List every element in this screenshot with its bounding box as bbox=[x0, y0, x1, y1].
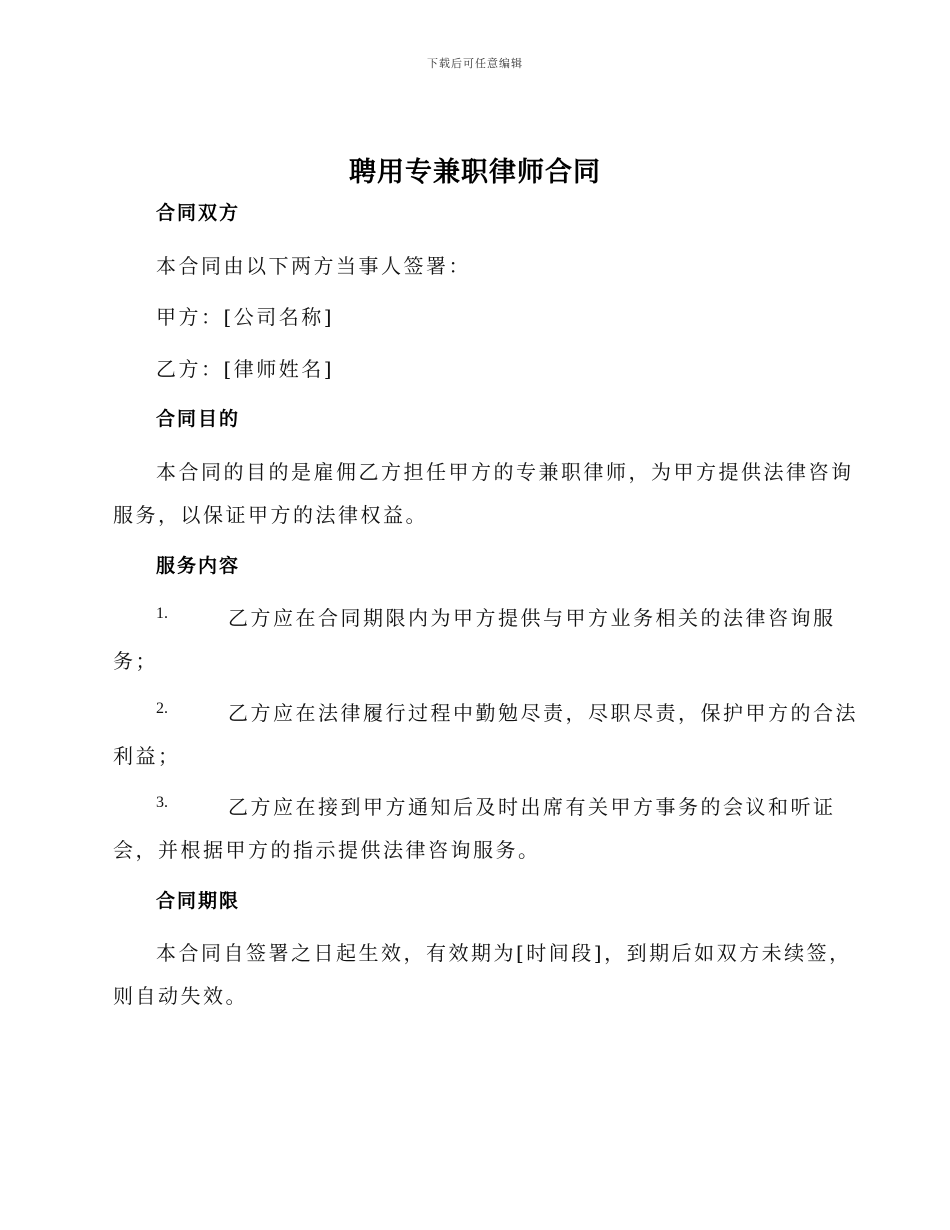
party-a: 甲方：[公司名称] bbox=[156, 305, 335, 329]
section-heading-parties: 合同双方 bbox=[156, 202, 241, 224]
service-item-number: 2. bbox=[156, 700, 168, 717]
term-line-1: 本合同自签署之日起生效，有效期为[时间段]，到期后如双方未续签， bbox=[156, 941, 852, 965]
service-item-line-1: 乙方应在法律履行过程中勤勉尽责，尽职尽责，保护甲方的合法 bbox=[228, 701, 858, 725]
service-item-number: 1. bbox=[156, 605, 168, 622]
document-title: 聘用专兼职律师合同 bbox=[349, 157, 601, 188]
section-heading-services: 服务内容 bbox=[156, 555, 241, 577]
party-b: 乙方：[律师姓名] bbox=[156, 357, 335, 381]
service-item-line-2: 利益； bbox=[113, 744, 181, 768]
section-heading-purpose: 合同目的 bbox=[156, 408, 241, 430]
section-heading-term: 合同期限 bbox=[156, 890, 241, 912]
service-item-line-1: 乙方应在接到甲方通知后及时出席有关甲方事务的会议和听证 bbox=[228, 795, 836, 819]
service-item-number: 3. bbox=[156, 794, 168, 811]
service-item-line-2: 务； bbox=[113, 649, 158, 673]
service-item-line-2: 会，并根据甲方的指示提供法律咨询服务。 bbox=[113, 838, 541, 862]
purpose-line-1: 本合同的目的是雇佣乙方担任甲方的专兼职律师，为甲方提供法律咨询 bbox=[156, 460, 854, 484]
term-line-2: 则自动失效。 bbox=[113, 984, 248, 1008]
purpose-line-2: 服务，以保证甲方的法律权益。 bbox=[113, 503, 428, 527]
service-item-line-1: 乙方应在合同期限内为甲方提供与甲方业务相关的法律咨询服 bbox=[228, 606, 836, 630]
header-note: 下载后可任意编辑 bbox=[427, 57, 523, 70]
parties-intro: 本合同由以下两方当事人签署： bbox=[156, 254, 471, 278]
